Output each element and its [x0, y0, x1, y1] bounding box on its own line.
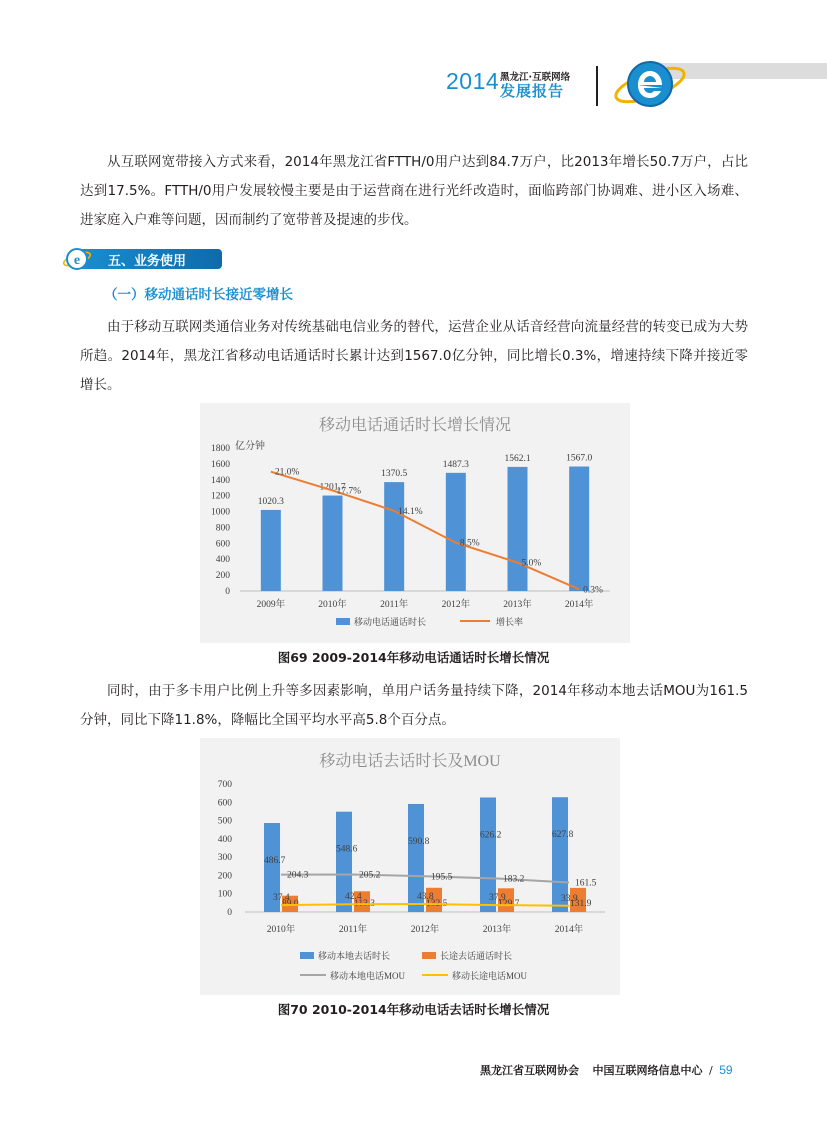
chart-1-bar-label: 1567.0 — [566, 453, 593, 464]
chart-1-legend-bar: 移动电话通话时长 — [354, 617, 427, 627]
chart-1-bar — [446, 473, 466, 591]
chart-1-ytick: 1800 — [211, 444, 230, 454]
chart-2-bar-longdist-label: 129.7 — [498, 899, 520, 909]
chart-1-box — [200, 403, 630, 643]
paragraph-1-text: 从互联网宽带接入方式来看，2014年黑龙江省FTTH/0用户达到84.7万户，比2013年增长50.7万户，占比达到17.5%。FTTH/0用户发展较慢主要是由于运营商在进行光纤改造时，面临跨部门协调难、进小区入场难、进家庭入户难等问题，因而制约了宽带普及提速的步伐。 — [80, 154, 748, 228]
chart-1-bar — [261, 510, 281, 591]
chart-2-xtick: 2011年 — [338, 925, 368, 935]
chart-1-ytick: 1000 — [211, 507, 230, 518]
chart-1-growth-line — [271, 472, 579, 590]
chart-1-bar-label: 1487.3 — [442, 459, 469, 470]
chart-1-line-label: 21.0% — [274, 467, 300, 478]
chart-1-line-label: 0.3% — [583, 585, 603, 596]
chart-2-ytick: 100 — [217, 889, 232, 900]
chart-1-line-label: 17.7% — [336, 486, 362, 497]
header-brand-line2: 发展报告 — [500, 82, 565, 100]
chart-2-box — [200, 738, 620, 995]
chart-1-ytick: 600 — [215, 539, 230, 550]
chart-1-bar — [569, 467, 589, 591]
chart-1-bar-label: 1562.1 — [504, 453, 531, 464]
chart-1-line-label: 14.1% — [398, 506, 423, 517]
chart-2-xtick: 2010年 — [266, 925, 296, 935]
chart-1-ytick: 0 — [225, 587, 230, 597]
chart-1 — [200, 403, 630, 643]
chart-1-bar — [384, 482, 404, 591]
chart-2-mou-local-line-label: 204.3 — [287, 870, 309, 881]
header-divider — [596, 66, 598, 106]
chart-1-ytick: 1400 — [211, 475, 230, 486]
chart-1-ylabel: 亿分钟 — [235, 441, 265, 452]
paragraph-1 — [80, 148, 748, 235]
chart-2-bar-local-label: 627.8 — [552, 830, 574, 841]
footer-org1: 黑龙江省互联网协会 — [480, 1064, 579, 1077]
footer-page-number: 59 — [719, 1063, 733, 1077]
chart-2-xtick: 2012年 — [410, 925, 440, 935]
paragraph-2-text: 由于移动互联网类通信业务对传统基础电信业务的替代，运营企业从话音经营向流量经营的转变已成为大势所趋。2014年，黑龙江省移动电话通话时长累计达到1567.0亿分钟，同比增长0.3%，增速持续下降并接近零增长。 — [80, 319, 748, 393]
chart-2-mou-longdist-line-label: 42.4 — [345, 892, 362, 903]
paragraph-2 — [80, 313, 748, 400]
figure-69-caption: 图69 2009-2014年移动电话通话时长增长情况 — [277, 650, 550, 665]
chart-2-mou-longdist-line-label: 37.4 — [273, 893, 290, 904]
chart-1-bar-label: 1020.3 — [257, 496, 284, 507]
chart-1-xtick: 2013年 — [503, 600, 532, 610]
chart-1-bar-label: 1370.5 — [381, 469, 408, 480]
chart-1-legend-swatch-bar — [336, 618, 350, 625]
section-e-icon — [62, 245, 92, 273]
paragraph-3 — [80, 677, 748, 735]
chart-2-bar-longdist-label: 89.0 — [282, 899, 299, 909]
chart-2-bar-local-label: 548.6 — [336, 844, 358, 855]
chart-2-legend-mou-longdist: 移动长途电话MOU — [452, 971, 528, 981]
chart-2-legend-swatch-local — [300, 952, 314, 959]
chart-1-xtick: 2014年 — [564, 600, 594, 610]
paragraph-3-text: 同时，由于多卡用户比例上升等多因素影响，单用户话务量持续下降，2014年移动本地去话MOU为161.5分钟，同比下降11.8%，降幅比全国平均水平高5.8个百分点。 — [80, 683, 748, 728]
chart-2-ytick: 600 — [217, 798, 232, 809]
section-heading — [62, 245, 222, 271]
section-title: 五、业务使用 — [108, 254, 187, 269]
chart-2-legend-swatch-longdist — [422, 952, 436, 959]
chart-2-bar-local-label: 626.2 — [480, 830, 502, 841]
chart-1-bar — [323, 496, 343, 591]
chart-2-bar-local-label: 486.7 — [264, 856, 286, 867]
chart-1-legend-line: 增长率 — [496, 617, 524, 627]
chart-2-bar-longdist-label: 132.5 — [426, 899, 448, 909]
section-subtitle: （一）移动通话时长接近零增长 — [104, 287, 293, 303]
footer-separator: / — [709, 1064, 713, 1077]
chart-2-ytick: 200 — [217, 871, 232, 882]
header-year: 2014 — [446, 68, 500, 94]
chart-2-bar-local-label: 590.8 — [408, 836, 430, 847]
chart-1-xtick: 2011年 — [380, 600, 409, 610]
chart-2-ytick: 700 — [217, 780, 232, 790]
chart-2-mou-longdist-line-label: 43.8 — [417, 891, 434, 902]
chart-1-bar-label: 1201.7 — [319, 482, 346, 493]
chart-2-mou-longdist-line-label: 33.9 — [561, 893, 578, 904]
chart-2-ytick: 300 — [217, 853, 232, 864]
chart-2-legend-longdist: 长途去话通话时长 — [440, 951, 513, 961]
chart-2-legend-local: 移动本地去话时长 — [318, 951, 391, 961]
chart-2-title: 移动电话去话时长及MOU — [319, 753, 501, 770]
chart-1-ytick: 1600 — [211, 459, 230, 470]
chart-2-mou-longdist-line-label: 37.9 — [489, 893, 506, 904]
chart-1-xtick: 2009年 — [256, 600, 286, 610]
header-brand-line1: 黑龙江·互联网络 — [500, 72, 571, 83]
chart-2-legend-mou-local: 移动本地电话MOU — [330, 971, 406, 981]
footer — [480, 1062, 780, 1082]
header — [0, 0, 827, 120]
figure-70-caption: 图70 2010-2014年移动电话去话时长增长情况 — [277, 1002, 550, 1017]
chart-1-xtick: 2010年 — [318, 600, 347, 610]
chart-1-line-label: 5.0% — [521, 558, 542, 569]
chart-2-xtick: 2014年 — [554, 925, 584, 935]
chart-2 — [200, 738, 620, 995]
chart-2-mou-local-line-label: 205.2 — [359, 870, 381, 881]
chart-1-title: 移动电话通话时长增长情况 — [318, 417, 512, 434]
chart-1-xtick: 2012年 — [441, 600, 471, 610]
footer-org2: 中国互联网络信息中心 — [592, 1064, 703, 1077]
chart-2-ytick: 500 — [217, 816, 232, 827]
svg-text:e: e — [73, 253, 81, 268]
chart-2-xtick: 2013年 — [482, 925, 512, 935]
chart-1-line-label: 8.5% — [459, 538, 480, 549]
chart-2-bar-longdist-label: 131.9 — [570, 899, 592, 909]
chart-2-bar-longdist-label: 113.3 — [354, 899, 376, 909]
ie-logo-icon — [612, 52, 688, 116]
chart-1-ytick: 200 — [215, 571, 230, 582]
chart-2-ytick: 400 — [217, 834, 232, 845]
chart-2-mou-local-line-label: 195.5 — [431, 872, 453, 883]
chart-2-mou-longdist-line — [281, 904, 569, 906]
chart-1-bar — [508, 467, 528, 591]
chart-1-ytick: 1200 — [211, 491, 230, 502]
chart-2-mou-local-line-label: 161.5 — [575, 878, 597, 889]
chart-2-mou-local-line — [281, 874, 569, 882]
chart-2-mou-local-line-label: 183.2 — [503, 874, 525, 885]
chart-1-ytick: 800 — [215, 523, 230, 534]
chart-1-ytick: 400 — [215, 555, 230, 566]
chart-2-ytick: 0 — [227, 908, 232, 918]
